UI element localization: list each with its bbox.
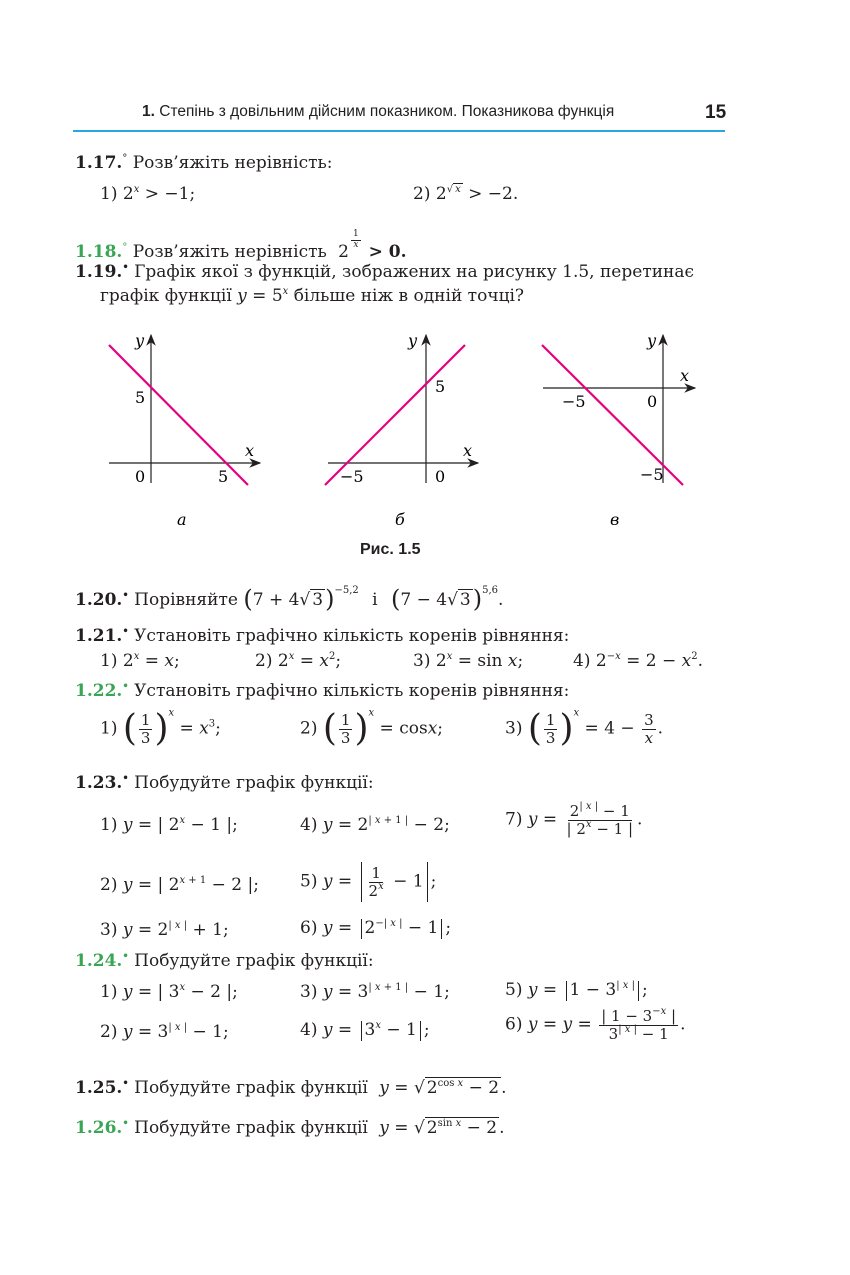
- tick-label: 0: [135, 467, 146, 486]
- item-1-17-1: [100, 184, 195, 204]
- math-expr: (7 − 4√ 3)$^{5,6}$.: [391, 585, 504, 613]
- math-expr: > 0.: [362, 241, 407, 262]
- problem-text: Установіть графічно кількість коренів рівняння:: [134, 626, 570, 646]
- page-number: 15: [705, 102, 727, 123]
- y-axis-label: y: [647, 331, 657, 350]
- difficulty-mark: •: [122, 773, 129, 784]
- math-expr: (7 + 4√ 3)$^{-5,2}$: [243, 585, 359, 613]
- tick-label: 0: [435, 467, 446, 486]
- problem-text: Побудуйте графік функції:: [134, 951, 374, 971]
- problem-text: Розв’яжіть нерівність: [132, 241, 327, 262]
- problem-text: Графік якої з функцій, зображених на рисунку 1.5, перетинає: [134, 262, 695, 282]
- conjunction: і: [372, 590, 378, 610]
- problem-text: Установіть графічно кількість коренів рівняння:: [134, 681, 570, 701]
- problem-1-19-line2: графік функції $y = 5^x$ більше ніж в одній точці?: [100, 286, 525, 306]
- problem-number: 1.22.: [75, 681, 123, 701]
- problem-1-17: [75, 153, 332, 173]
- problem-number: 1.19.: [75, 262, 123, 282]
- difficulty-mark: °: [122, 153, 128, 164]
- math-expr: y: [237, 286, 247, 306]
- problem-1-19: [75, 262, 694, 282]
- item-1-21-2: 2) $2^x = x^2$;: [255, 651, 342, 671]
- function-line: [109, 345, 248, 485]
- problem-number: 1.20.: [75, 590, 123, 610]
- problem-1-20: [75, 585, 503, 613]
- tick-label: −5: [640, 465, 664, 484]
- math-expr: $2^{√ x}$: [435, 184, 461, 204]
- problem-text: графік функції: [100, 286, 238, 306]
- difficulty-mark: •: [122, 590, 129, 601]
- item-1-23-2: 2) y = | $2^{x + 1} - 2$ |;: [100, 875, 259, 895]
- item-label: 1): [100, 184, 118, 204]
- item-1-21-1: 1) $2^x = x$;: [100, 651, 180, 671]
- difficulty-mark: •: [122, 1078, 129, 1089]
- x-axis-label: x: [680, 366, 690, 385]
- item-1-23-6: 6) $y = 2^{-| x |} - 1$ ;: [300, 918, 452, 938]
- problem-1-21: [75, 626, 569, 646]
- item-1-17-2: [413, 184, 518, 204]
- problem-number: 1.23.: [75, 773, 123, 793]
- x-axis-label: x: [463, 441, 473, 460]
- problem-number: 1.24.: [75, 951, 123, 971]
- item-1-24-5: 5) $y = 1 - 3^{| x |}$ ;: [505, 980, 648, 1000]
- tick-label: 0: [647, 392, 658, 411]
- problem-number: 1.21.: [75, 626, 123, 646]
- problem-1-18: [75, 230, 407, 262]
- problem-text: Побудуйте графік функції: [134, 1078, 368, 1098]
- running-header: [142, 103, 614, 121]
- item-label: 2): [413, 184, 431, 204]
- math-expr: > −2.: [462, 184, 519, 204]
- x-axis-label: x: [245, 441, 255, 460]
- difficulty-mark: •: [122, 681, 129, 692]
- item-1-24-6: 6) y = y = $\frac{| 1 - 3^{-x} |}{3^{| x |} - 1}$ .: [505, 1006, 686, 1043]
- item-1-24-1: 1) y = | $3^x - 2$ |;: [100, 982, 238, 1002]
- problem-1-25: [75, 1078, 506, 1098]
- difficulty-mark: •: [122, 262, 129, 273]
- panel-label: а: [177, 510, 187, 529]
- math-expr: 2$^x$: [122, 184, 140, 204]
- problem-1-24: [75, 951, 374, 971]
- tick-label: 5: [435, 377, 446, 396]
- item-1-21-3: 3) $2^x = \sin x$;: [413, 651, 524, 671]
- chapter-title: Степінь з довільним дійсним показником. Показникова функція: [159, 103, 615, 120]
- item-1-22-3: 3) ( $\frac{1}{3}$ )$^x$ = 4 − $\frac{3}{x}$ .: [505, 707, 664, 749]
- panel-label: в: [610, 510, 620, 529]
- header-rule: [73, 130, 725, 132]
- item-1-22-2: 2) ( $\frac{1}{3}$ )$^x$ = cosx;: [300, 707, 444, 749]
- problem-text: Побудуйте графік функції:: [134, 773, 374, 793]
- problem-text: Побудуйте графік функції: [134, 1118, 368, 1138]
- chapter-number: 1.: [142, 103, 155, 120]
- math-expr: 2 $^{\frac{1}{x}}$: [338, 229, 359, 262]
- graph-b: [325, 331, 478, 529]
- math-expr: y = √ $2^{cos x} - 2$ .: [379, 1078, 507, 1098]
- problem-number: 1.18.: [75, 241, 123, 262]
- problem-number: 1.17.: [75, 153, 123, 173]
- tick-label: 5: [218, 467, 229, 486]
- tick-label: −5: [562, 392, 586, 411]
- item-1-23-3: 3) $y = 2^{| x |} + 1$;: [100, 920, 229, 940]
- item-1-23-7: 7) y = $\frac{2^{| x |} - 1}{| 2^x - 1 |}$ .: [505, 801, 643, 838]
- item-1-24-4: 4) $y = 3^x - 1$ ;: [300, 1020, 430, 1040]
- problem-1-22: [75, 681, 569, 701]
- problem-text: більше ніж в одній точці?: [288, 286, 525, 306]
- item-1-23-4: 4) $y = 2^{| x + 1 |} - 2$;: [300, 815, 450, 835]
- difficulty-mark: •: [122, 951, 129, 962]
- figure-caption: Рис. 1.5: [360, 541, 421, 558]
- tick-label: 5: [135, 388, 146, 407]
- math-expr: y = √ $2^{sin x} - 2$ .: [379, 1118, 505, 1138]
- problem-text: Розв’яжіть нерівність:: [132, 153, 333, 173]
- math-expr: > −1;: [139, 184, 196, 204]
- tick-label: −5: [340, 467, 364, 486]
- item-1-24-2: 2) $y = 3^{| x |} - 1$;: [100, 1022, 229, 1042]
- y-axis-label: y: [408, 331, 418, 350]
- graph-c: [542, 331, 695, 529]
- item-1-21-4: 4) $2^{-x} = 2 - x^2$.: [573, 651, 704, 671]
- difficulty-mark: °: [122, 241, 128, 253]
- difficulty-mark: •: [122, 1118, 129, 1129]
- panel-label: б: [395, 510, 405, 529]
- problem-text: Порівняйте: [134, 590, 238, 610]
- graph-a: [109, 331, 260, 529]
- problem-number: 1.26.: [75, 1118, 123, 1138]
- item-1-24-3: 3) $y = 3^{| x + 1 |} - 1$;: [300, 982, 450, 1002]
- function-line: [325, 345, 465, 485]
- problem-1-23: [75, 773, 374, 793]
- figure-1-5: [95, 325, 715, 535]
- item-1-23-5: 5) y = $\frac{1}{2^x}$ − 1 ;: [300, 862, 436, 902]
- item-1-23-1: 1) y = | $2^x - 1$ |;: [100, 815, 238, 835]
- difficulty-mark: •: [122, 626, 129, 637]
- problem-number: 1.25.: [75, 1078, 123, 1098]
- item-1-22-1: 1) ( $\frac{1}{3}$ )$^x = x^3$;: [100, 707, 221, 749]
- function-line: [542, 345, 683, 485]
- problem-1-26: [75, 1118, 504, 1138]
- y-axis-label: y: [135, 331, 145, 350]
